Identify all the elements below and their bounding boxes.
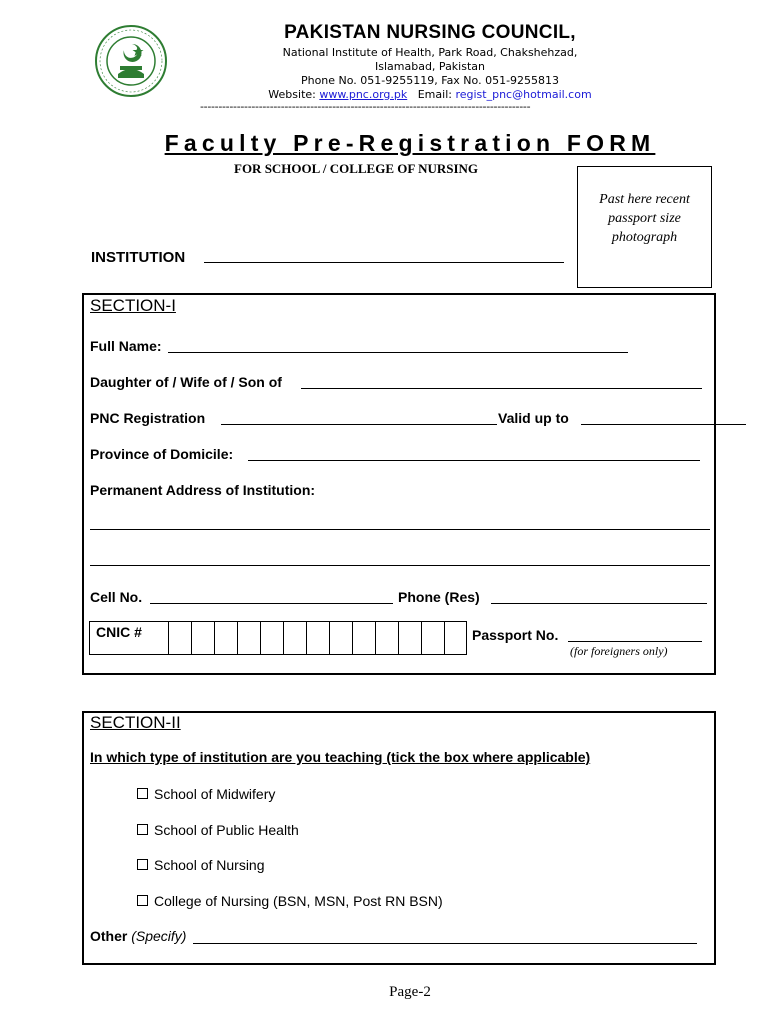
address-field-line-1[interactable] <box>90 529 710 530</box>
passport-field[interactable] <box>568 641 702 642</box>
full-name-field[interactable] <box>168 352 628 353</box>
cnic-digit-box[interactable] <box>306 622 329 654</box>
option-label: School of Nursing <box>154 857 265 873</box>
address-line-2: Islamabad, Pakistan <box>375 60 485 73</box>
photo-instruction: Past here recent passport size photograph <box>599 192 690 245</box>
option-label: School of Public Health <box>154 822 299 838</box>
address-field-line-2[interactable] <box>90 565 710 566</box>
relation-field[interactable] <box>301 388 702 389</box>
checkbox[interactable] <box>137 788 148 799</box>
website-link[interactable]: www.pnc.org.pk <box>319 88 408 101</box>
phone-res-label: Phone (Res) <box>398 589 480 605</box>
cnic-digit-box[interactable] <box>237 622 260 654</box>
valid-up-to-label: Valid up to <box>498 410 569 426</box>
website-label: Website: <box>268 88 316 101</box>
pnc-registration-field[interactable] <box>221 424 497 425</box>
valid-up-to-field[interactable] <box>581 424 746 425</box>
checkbox[interactable] <box>137 895 148 906</box>
option-school-of-midwifery[interactable] <box>137 786 275 802</box>
cnic-digit-box[interactable] <box>168 622 191 654</box>
passport-label: Passport No. <box>472 627 559 643</box>
cell-label: Cell No. <box>90 589 143 605</box>
header-divider: ------------------------------------------------------------------------------------------ <box>200 100 531 113</box>
province-field[interactable] <box>248 460 700 461</box>
pnc-seal-logo <box>94 24 168 98</box>
institution-label: INSTITUTION <box>91 249 186 266</box>
cnic-digit-box[interactable] <box>214 622 237 654</box>
cnic-digit-box[interactable] <box>375 622 398 654</box>
cnic-digit-box[interactable] <box>352 622 375 654</box>
institution-field[interactable] <box>204 262 564 263</box>
section-1-title: SECTION-I <box>90 296 176 315</box>
other-specify: (Specify) <box>131 928 187 944</box>
institution-type-question: In which type of institution are you teaching (tick the box where applicable) <box>90 749 591 765</box>
phone-fax-line: Phone No. 051-9255119, Fax No. 051-9255813 <box>300 74 560 87</box>
checkbox[interactable] <box>137 859 148 870</box>
other-field[interactable] <box>193 943 697 944</box>
cnic-input[interactable] <box>89 621 467 655</box>
other-row <box>90 928 186 944</box>
form-title: Faculty Pre-Registration FORM <box>164 130 656 156</box>
other-label: Other <box>90 928 128 944</box>
email-link[interactable]: regist_pnc@hotmail.com <box>455 88 592 101</box>
cnic-label: CNIC # <box>96 624 142 640</box>
full-name-label: Full Name: <box>90 338 162 354</box>
cnic-digit-box[interactable] <box>283 622 306 654</box>
pnc-registration-label: PNC Registration <box>90 410 206 426</box>
option-college-of-nursing[interactable] <box>137 893 443 909</box>
page-number: Page-2 <box>389 984 431 1000</box>
foreigners-note: (for foreigners only) <box>570 644 668 658</box>
option-school-of-nursing[interactable] <box>137 857 265 873</box>
option-school-of-public-health[interactable] <box>137 822 299 838</box>
cell-field[interactable] <box>150 603 393 604</box>
province-label: Province of Domicile: <box>90 446 234 462</box>
address-label: Permanent Address of Institution: <box>90 482 316 498</box>
checkbox[interactable] <box>137 824 148 835</box>
section-2-title: SECTION-II <box>90 713 181 732</box>
cnic-digit-box[interactable] <box>421 622 444 654</box>
council-title: PAKISTAN NURSING COUNCIL, <box>284 22 576 43</box>
cnic-digit-box[interactable] <box>191 622 214 654</box>
photo-box <box>577 166 712 288</box>
relation-label: Daughter of / Wife of / Son of <box>90 374 282 390</box>
form-subtitle: FOR SCHOOL / COLLEGE OF NURSING <box>234 161 479 176</box>
email-label: Email: <box>417 88 452 101</box>
cnic-digit-box[interactable] <box>444 622 467 654</box>
address-line-1: National Institute of Health, Park Road, Chakshehzad, <box>282 46 578 59</box>
option-label: College of Nursing (BSN, MSN, Post RN BSN) <box>154 893 443 909</box>
option-label: School of Midwifery <box>154 786 276 802</box>
phone-res-field[interactable] <box>491 603 707 604</box>
cnic-digit-box[interactable] <box>260 622 283 654</box>
cnic-digit-box[interactable] <box>398 622 421 654</box>
cnic-digit-box[interactable] <box>329 622 352 654</box>
